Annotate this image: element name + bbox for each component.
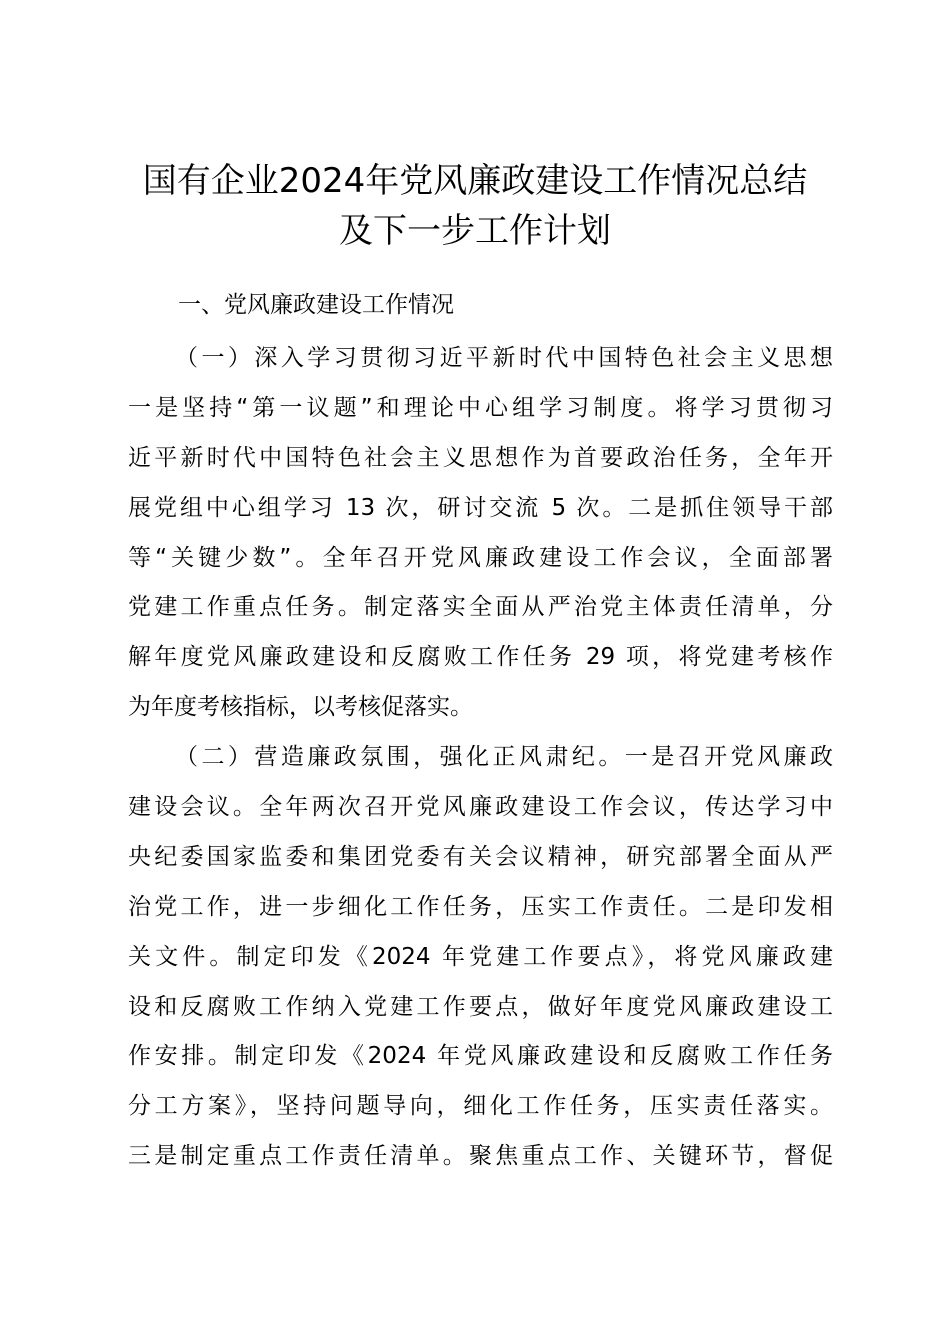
paragraph-line: 分工方案》，坚持问题导向，细化工作任务，压实责任落实。: [128, 1093, 833, 1120]
paragraph-line: 建设会议。全年两次召开党风廉政建设工作会议，传达学习中: [128, 794, 833, 821]
paragraph-line: 展党组中心组学习 13 次，研讨交流 5 次。二是抓住领导干部: [128, 494, 833, 521]
paragraph-line: 设和反腐败工作纳入党建工作要点，做好年度党风廉政建设工: [128, 993, 833, 1020]
paragraph-line: 等“关键少数”。全年召开党风廉政建设工作会议，全面部署: [128, 544, 833, 571]
paragraph-line: 关文件。制定印发《2024 年党建工作要点》，将党风廉政建: [128, 943, 833, 970]
paragraph-line: 为年度考核指标，以考核促落实。: [128, 694, 473, 721]
document-body: [128, 334, 833, 1182]
section-heading: 一、党风廉政建设工作情况: [178, 292, 454, 318]
paragraph-line: 三是制定重点工作责任清单。聚焦重点工作、关键环节，督促: [128, 1143, 833, 1170]
paragraph-line: 近平新时代中国特色社会主义思想作为首要政治任务，全年开: [128, 444, 833, 471]
paragraph-line: （一）深入学习贯彻习近平新时代中国特色社会主义思想: [175, 345, 833, 371]
paragraph-line: 作安排。制定印发《2024 年党风廉政建设和反腐败工作任务: [128, 1043, 833, 1070]
title-line-1: 国有企业2024年党风廉政建设工作情况总结: [142, 161, 808, 201]
paragraph-line: 治党工作，进一步细化工作任务，压实工作责任。二是印发相: [128, 893, 833, 920]
paragraph-line: 央纪委国家监委和集团党委有关会议精神，研究部署全面从严: [128, 843, 833, 870]
document-title: [110, 156, 840, 256]
paragraph-line: （二）营造廉政氛围，强化正风肃纪。一是召开党风廉政: [175, 744, 833, 771]
paragraph-line: 党建工作重点任务。制定落实全面从严治党主体责任清单，分: [128, 594, 833, 621]
paragraph-line: 一是坚持“第一议题”和理论中心组学习制度。将学习贯彻习: [128, 394, 833, 421]
title-line-2: 及下一步工作计划: [339, 211, 611, 251]
paragraph-line: 解年度党风廉政建设和反腐败工作任务 29 项，将党建考核作: [128, 644, 833, 671]
